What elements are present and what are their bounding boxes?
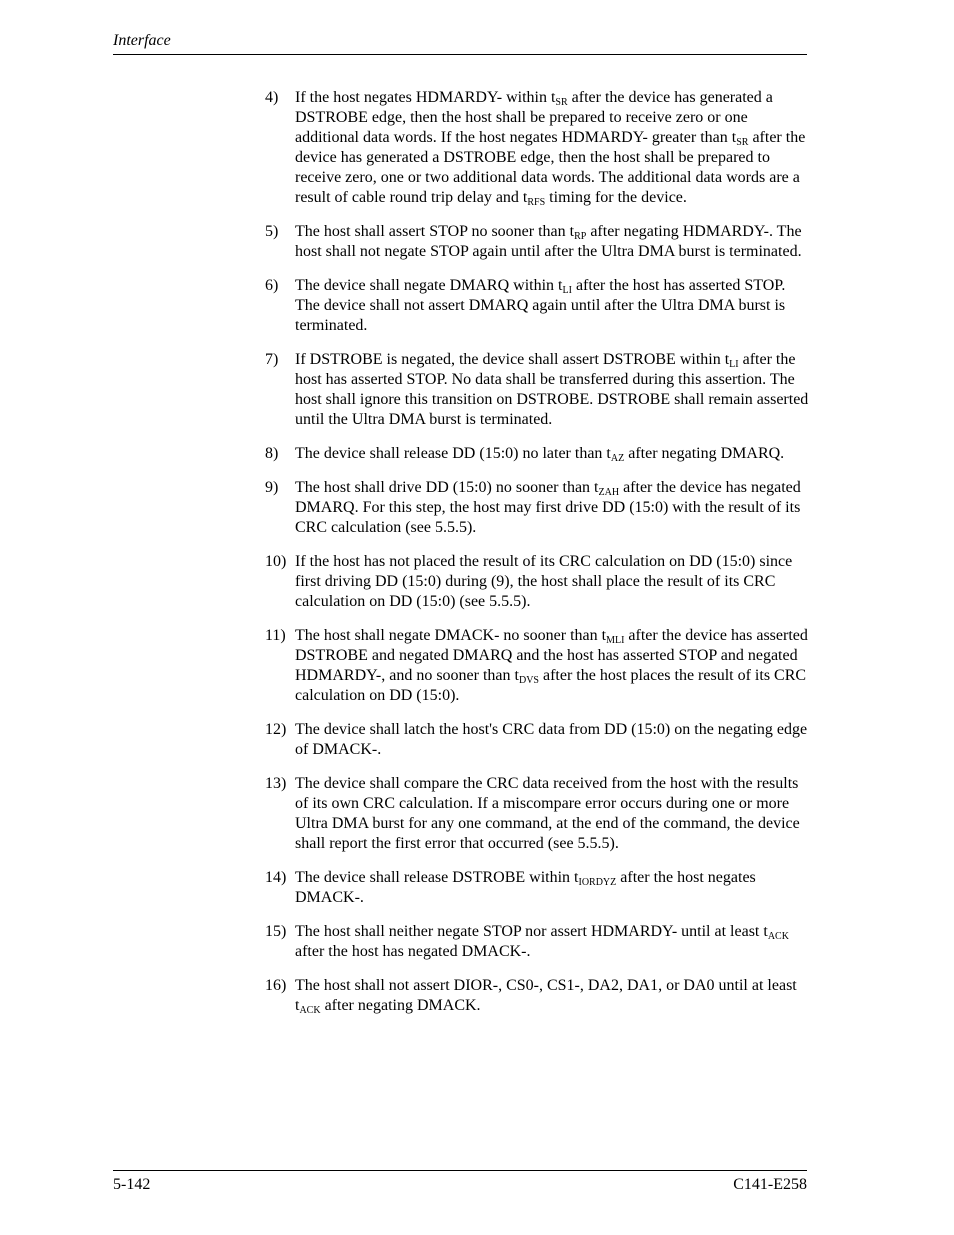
list-item-text [295, 88, 810, 208]
text-segment: The host shall not assert DIOR-, CS0-, CS1-, DA2, DA1, or DA0 until at least t [295, 977, 797, 1014]
list-item-number: 10) [265, 553, 287, 570]
list-item-text [295, 552, 810, 612]
text-segment: If the host negates HDMARDY- within t [295, 89, 556, 106]
text-segment: If the host has not placed the result of its CRC calculation on DD (15:0) since first driving DD (15:0) during (9), the host shall place the result of its CRC calculation on DD (15:0) (see 5.5.5). [295, 553, 793, 610]
list-item-number: 14) [265, 869, 287, 886]
header-rule [113, 54, 807, 55]
list-item-number: 4) [265, 89, 279, 106]
list-item-text [295, 774, 810, 854]
text-segment: The device shall compare the CRC data received from the host with the results of its own CRC calculation. If a miscompare error occurs during one or more Ultra DMA burst for any one command, at the end of the command, the device shall report the first error that occurred (see 5.5.5). [295, 775, 800, 852]
list-item-number: 16) [265, 977, 287, 994]
text-segment: If DSTROBE is negated, the device shall assert DSTROBE within t [295, 351, 730, 368]
list-item-text [295, 478, 810, 538]
text-segment: after the device has generated a DSTROBE edge, then the host shall be prepared to receive zero or one additional data words. If the host negates HDMARDY- greater than t [295, 89, 773, 146]
text-segment: after the host has asserted STOP. No data shall be transferred during this assertion. The host shall ignore this transition on DSTROBE. DSTROBE shall remain asserted until the Ultra DMA burst is terminated. [295, 351, 809, 428]
text-segment: The device shall negate DMARQ within t [295, 277, 563, 294]
timing-subscript: LI [562, 285, 572, 296]
list-item [265, 976, 810, 1016]
text-segment: timing for the device. [545, 189, 687, 206]
list-item [265, 720, 810, 760]
list-item-number: 5) [265, 223, 279, 240]
list-item [265, 350, 810, 430]
list-item [265, 88, 810, 208]
timing-subscript: MLI [606, 635, 625, 646]
list-item [265, 626, 810, 706]
text-segment: The device shall release DD (15:0) no later than t [295, 445, 611, 462]
timing-subscript: ACK [299, 1005, 321, 1016]
document-id: C141-E258 [733, 1176, 807, 1193]
list-item [265, 478, 810, 538]
timing-subscript: ACK [767, 931, 789, 942]
timing-subscript: IORDYZ [578, 877, 617, 888]
list-item-text [295, 626, 810, 706]
list-item-number: 13) [265, 775, 287, 792]
list-item-text [295, 922, 810, 962]
list-item-number: 12) [265, 721, 287, 738]
timing-subscript: RFS [527, 197, 546, 208]
timing-subscript: ZAH [598, 487, 620, 498]
list-item-text [295, 222, 810, 262]
text-segment: after the host negates DMACK-. [295, 869, 756, 906]
list-item-number: 15) [265, 923, 287, 940]
numbered-list [265, 88, 810, 1030]
footer-rule [113, 1170, 807, 1171]
list-item [265, 444, 810, 464]
text-segment: The device shall release DSTROBE within t [295, 869, 579, 886]
list-item [265, 552, 810, 612]
text-segment: The host shall negate DMACK- no sooner than t [295, 627, 607, 644]
text-segment: after the host has negated DMACK-. [295, 943, 531, 960]
list-item-text [295, 350, 810, 430]
page-number: 5-142 [113, 1176, 151, 1193]
timing-subscript: LI [729, 359, 739, 370]
list-item-number: 6) [265, 277, 279, 294]
list-item [265, 922, 810, 962]
text-segment: after the device has generated a DSTROBE edge, then the host shall be prepared to receive zero, one or two additional data words. The additional data words are a result of cable round trip delay and t [295, 129, 806, 206]
text-segment: after the device has negated DMARQ. For this step, the host may first drive DD (15:0) with the result of its CRC calculation (see 5.5.5). [295, 479, 801, 536]
timing-subscript: RP [574, 231, 587, 242]
text-segment: after the device has asserted DSTROBE and negated DMARQ and the host has asserted STOP and negated HDMARDY-, and no sooner than t [295, 627, 808, 684]
timing-subscript: SR [555, 97, 568, 108]
text-segment: after the host has asserted STOP. The device shall not assert DMARQ again until after the Ultra DMA burst is terminated. [295, 277, 786, 334]
timing-subscript: AZ [610, 453, 625, 464]
text-segment: The host shall assert STOP no sooner than t [295, 223, 575, 240]
list-item [265, 868, 810, 908]
text-segment: after negating DMACK. [320, 997, 481, 1014]
timing-subscript: DVS [518, 675, 539, 686]
text-segment: The host shall drive DD (15:0) no sooner than t [295, 479, 599, 496]
text-segment: after negating DMARQ. [624, 445, 785, 462]
text-segment: after the host places the result of its CRC calculation on DD (15:0). [295, 667, 807, 704]
list-item [265, 774, 810, 854]
text-segment: after negating HDMARDY-. The host shall not negate STOP again until after the Ultra DMA burst is terminated. [295, 223, 802, 260]
list-item-text [295, 444, 810, 464]
list-item-text [295, 976, 810, 1016]
list-item [265, 276, 810, 336]
list-item-number: 11) [265, 627, 286, 644]
list-item-text [295, 720, 810, 760]
list-item-number: 8) [265, 445, 279, 462]
list-item-number: 7) [265, 351, 279, 368]
running-header: Interface [113, 32, 171, 49]
text-segment: The device shall latch the host's CRC data from DD (15:0) on the negating edge of DMACK-. [295, 721, 808, 758]
list-item-number: 9) [265, 479, 279, 496]
text-segment: The host shall neither negate STOP nor assert HDMARDY- until at least t [295, 923, 768, 940]
timing-subscript: SR [736, 137, 749, 148]
list-item [265, 222, 810, 262]
list-item-text [295, 868, 810, 908]
list-item-text [295, 276, 810, 336]
